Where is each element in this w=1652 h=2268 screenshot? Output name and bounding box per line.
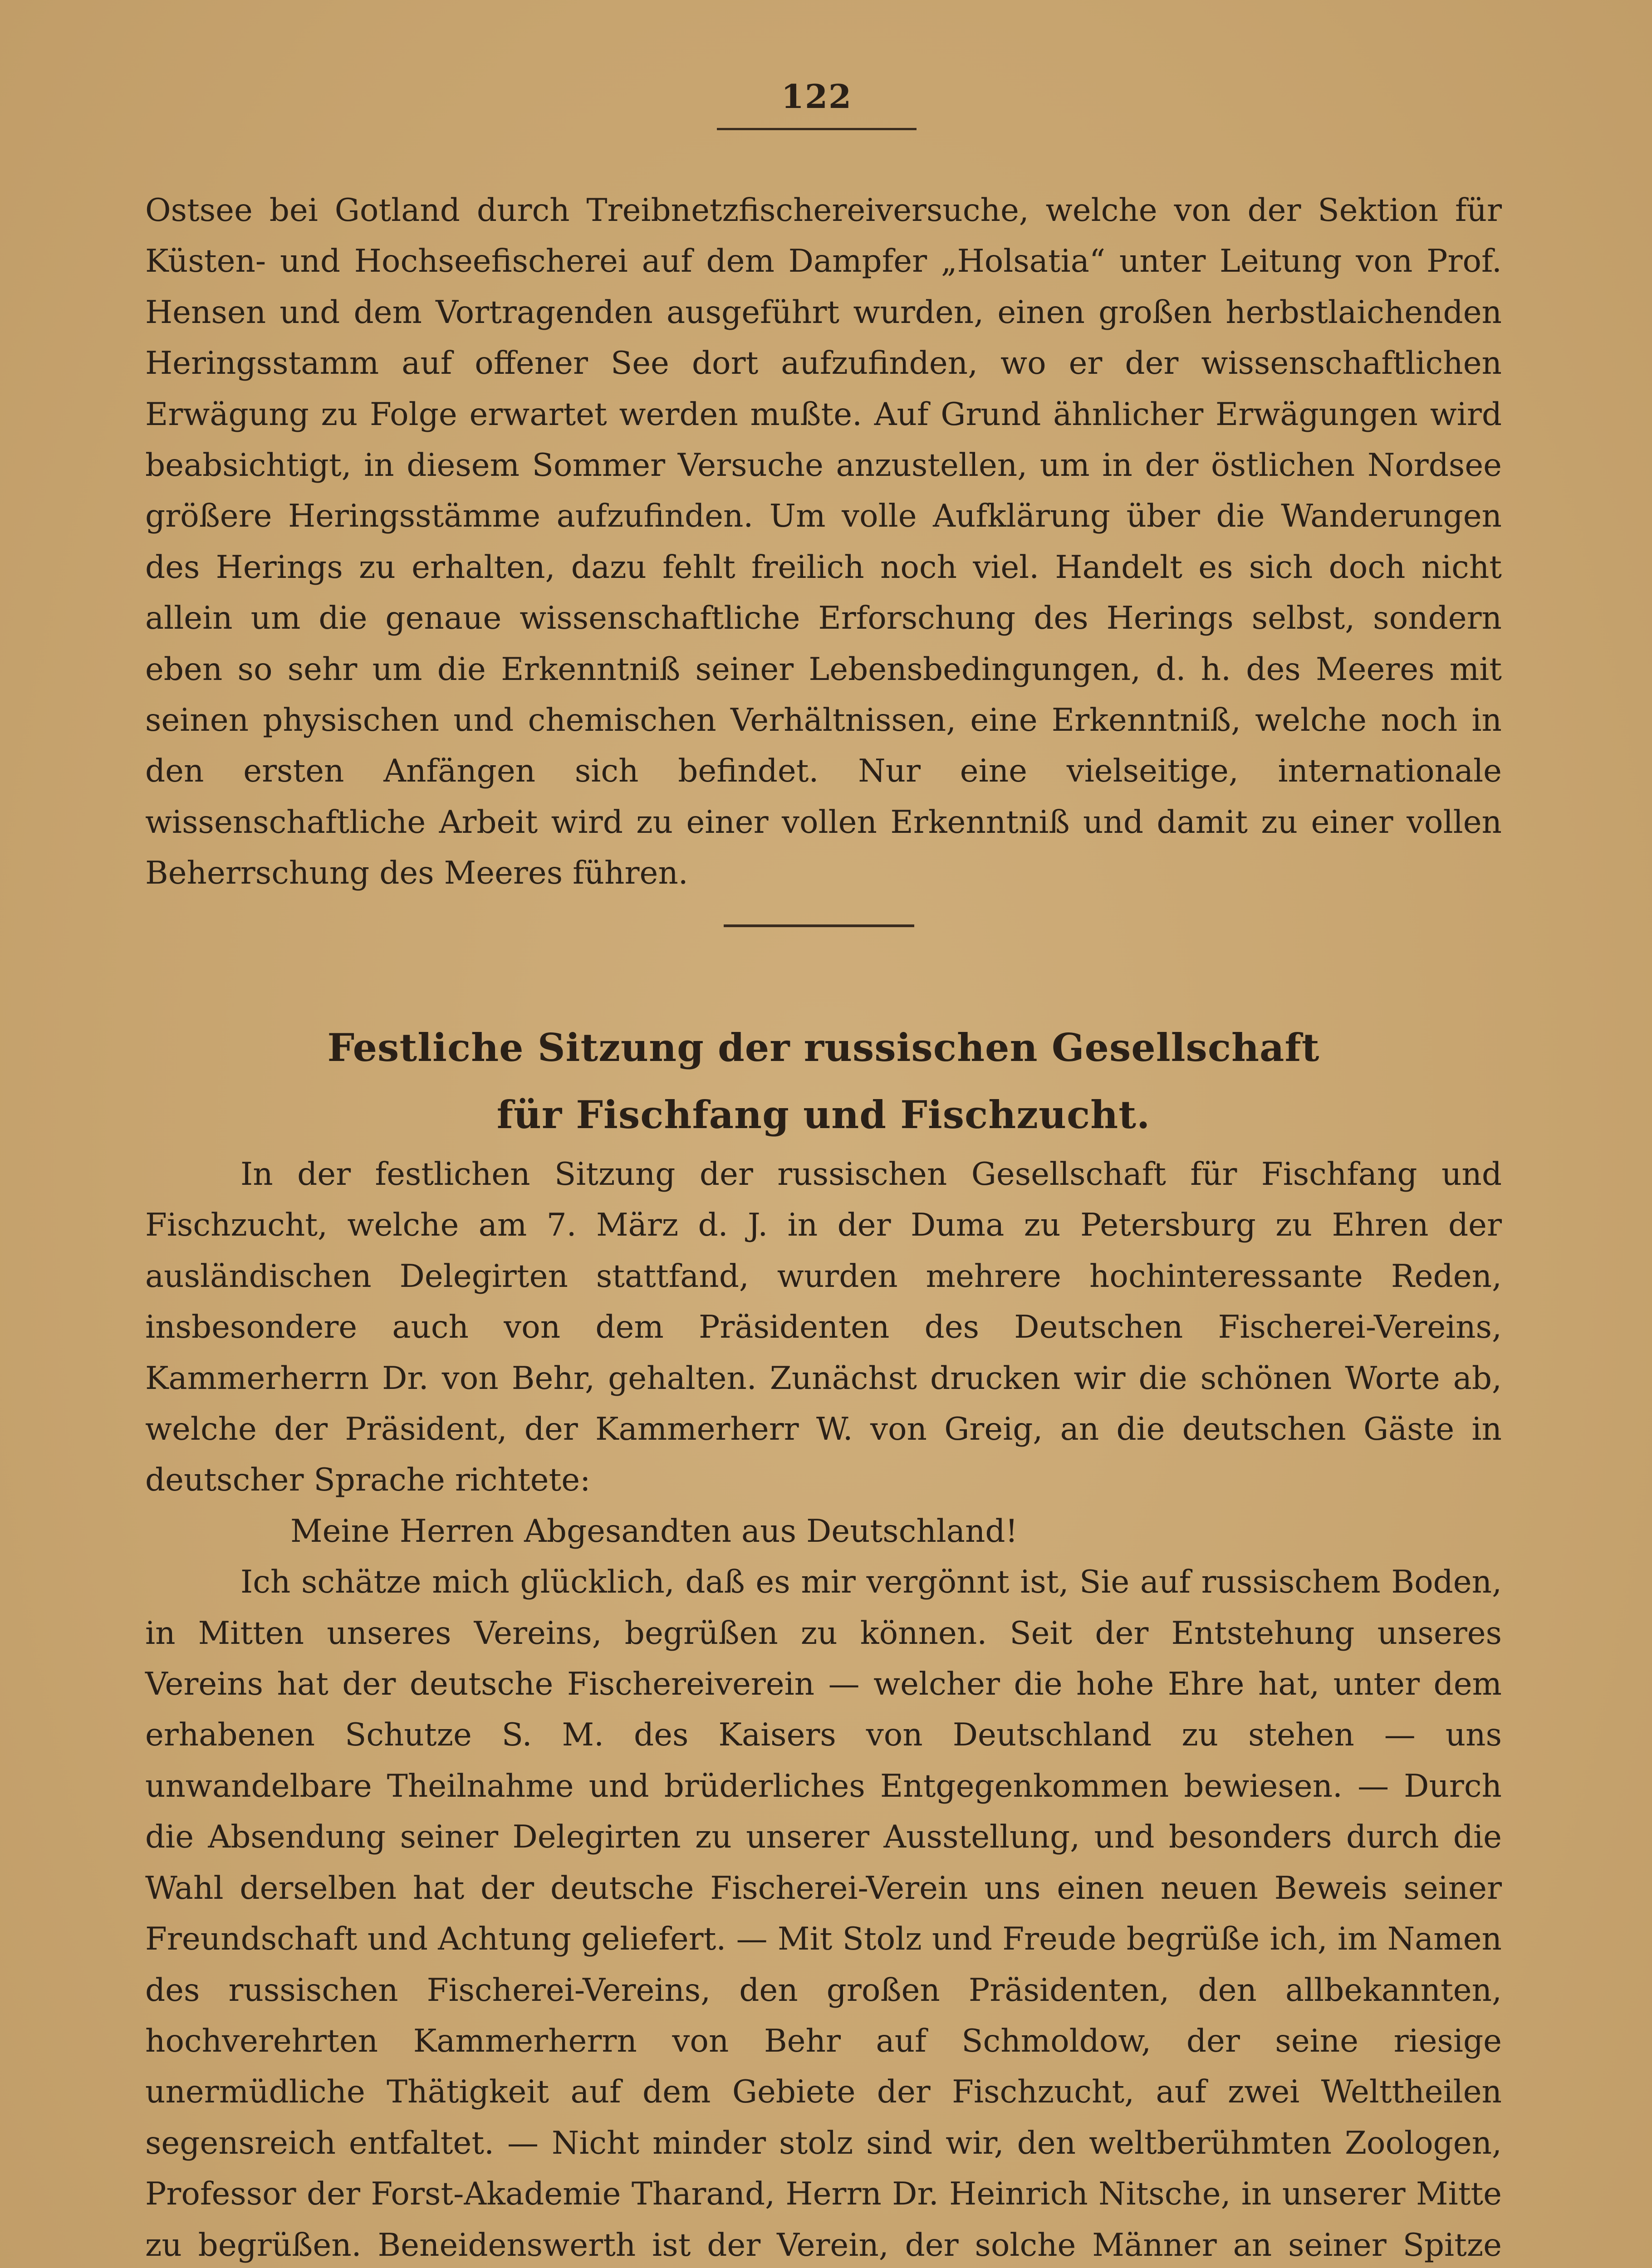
article-continuation bbox=[145, 185, 1502, 899]
paragraph: Ich schätze mich glücklich, daß es mir vergönnt ist, Sie auf russischem Boden, in Mitten unseres Vereins, begrüßen zu können. Seit der Entstehung unseres Vereins hat der deutsche Fischereiverein — welcher die hohe Ehre hat, unter dem erhabenen Schutze S. M. des Kaisers von Deutschland zu stehen — uns unwandelbare Theilnahme und brüderliches Entgegenkommen bewiesen. — Durch die Absendung seiner Delegirten zu unserer Ausstellung, und besonders durch die Wahl derselben hat der deutsche Fischerei-Verein uns einen neuen Beweis seiner Freundschaft und Achtung geliefert. — Mit Stolz und Freude begrüße ich, im Namen des russischen Fischerei-Vereins, den großen Präsidenten, den allbekannten, hochverehrten Kammerherrn von Behr auf Schmoldow, der seine riesige unermüdliche Thätigkeit auf dem Gebiete der Fischzucht, auf zwei Welttheilen segensreich entfaltet. — Nicht minder stolz sind wir, den weltberühmten Zoologen, Professor der Forst-Akademie Tharand, Herrn Dr. Heinrich Nitsche, in unserer Mitte zu begrüßen. Beneidenswerth ist der Verein, der solche Männer an seiner Spitze bbox=[145, 1564, 1502, 2263]
salutation: Meine Herren Abgesandten aus Deutschland! bbox=[290, 1513, 1018, 1549]
section-divider bbox=[724, 924, 914, 927]
page-number-underline bbox=[717, 128, 917, 130]
section-title-line-1: Festliche Sitzung der russischen Gesellschaft bbox=[327, 1025, 1320, 1070]
page-number: 122 bbox=[781, 77, 853, 116]
paragraph: Ostsee bei Gotland durch Treibnetzfischereiversuche, welche von der Sektion für Küsten- und Hochseefischerei auf dem Dampfer „Holsatia“ unter Leitung von Prof. Hensen und dem Vortragenden ausgeführt wurden, einen großen herbstlaichenden Heringsstamm auf offener See dort aufzufinden, wo er der wissenschaftlichen Erwägung zu Folge erwartet werden mußte. Auf Grund ähnlicher Erwägungen wird beabsichtigt, in diesem Sommer Versuche anzustellen, um in der östlichen Nordsee größere Heringsstämme aufzufinden. Um volle Aufklärung über die Wanderungen des Herings zu erhalten, dazu fehlt freilich noch viel. Handelt es sich doch nicht allein um die genaue wissenschaftliche Erforschung des Herings selbst, sondern eben so sehr um die Erkenntniß seiner Lebensbedingungen, d. h. des Meeres mit seinen physischen und chemischen Verhältnissen, eine Erkenntniß, welche noch in den ersten Anfängen sich befindet. Nur eine vielseitige, internationale wissenschaftliche Arbeit wird zu einer vollen Erkenntniß und damit zu einer vollen Beherrschung des Meeres führen. bbox=[145, 192, 1502, 892]
article-body bbox=[145, 1149, 1502, 2268]
paragraph: In der festlichen Sitzung der russischen Gesellschaft für Fischfang und Fischzucht, welche am 7. März d. J. in der Duma zu Petersburg zu Ehren der ausländischen Delegirten stattfand, wurden mehrere hochinteressante Reden, insbesondere auch von dem Präsidenten des Deutschen Fischerei-Vereins, Kammerherrn Dr. von Behr, gehalten. Zunächst drucken wir die schönen Worte ab, welche der Präsident, der Kammerherr W. von Greig, an die deutschen Gäste in deutscher Sprache richtete: bbox=[145, 1156, 1502, 1499]
section-title-line-2: für Fischfang und Fischzucht. bbox=[496, 1092, 1151, 1137]
